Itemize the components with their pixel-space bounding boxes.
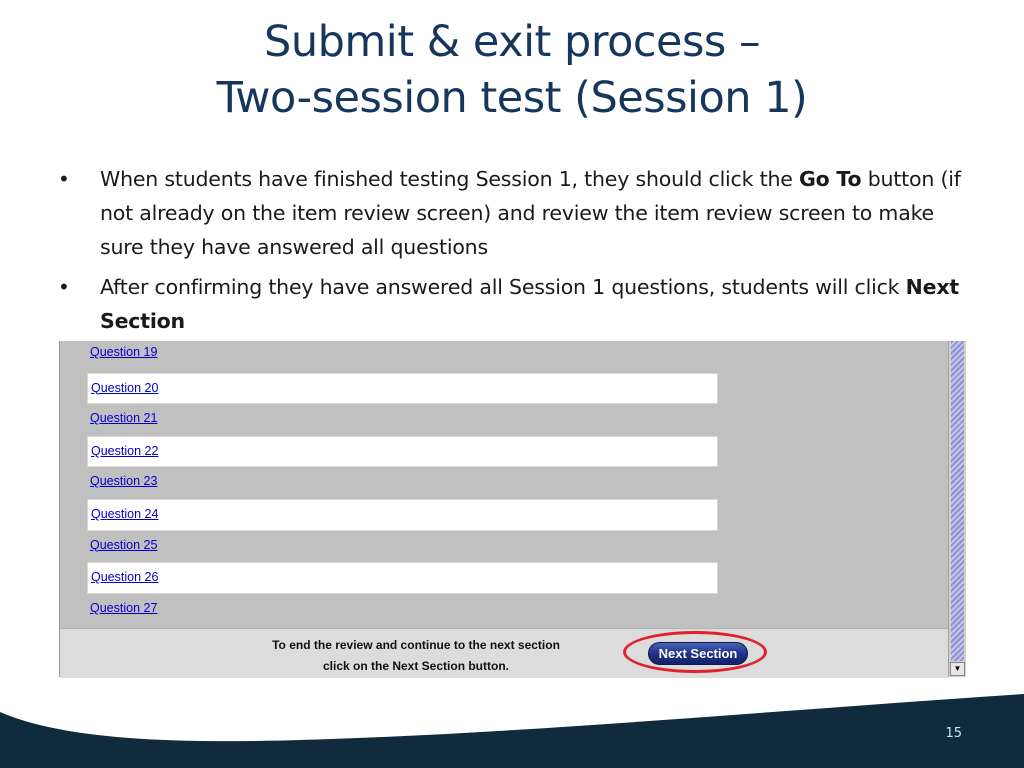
- list-item: [87, 531, 719, 563]
- bullet-1-bold-go-to: Go To: [798, 167, 862, 191]
- bullet-marker: •: [58, 275, 70, 299]
- list-item: [87, 436, 718, 468]
- bullet-2-bold-next-section: Next Section: [100, 275, 959, 333]
- next-section-button[interactable]: Next Section: [648, 642, 748, 665]
- question-link[interactable]: Question 25: [90, 537, 158, 552]
- instruction-line-1: To end the review and continue to the next section: [272, 638, 560, 652]
- question-link[interactable]: Question 26: [91, 570, 159, 585]
- list-item: [87, 341, 719, 373]
- question-link[interactable]: Question 19: [90, 345, 158, 359]
- list-item: [87, 594, 719, 626]
- bullet-1-text-before: When students have finished testing Session 1, they should click the: [100, 167, 799, 191]
- question-link[interactable]: Question 22: [91, 443, 159, 458]
- bullet-2-text-before: After confirming they have answered all Session 1 questions, students will click: [100, 275, 906, 299]
- title-line-1: Submit & exit process –: [264, 17, 760, 67]
- question-link[interactable]: Question 20: [91, 380, 159, 395]
- footer-wave-shape: [0, 694, 1024, 768]
- question-link[interactable]: Question 23: [90, 474, 158, 489]
- footer-wave: [0, 690, 1024, 768]
- scrollbar-thumb[interactable]: [951, 341, 964, 661]
- list-item: [87, 562, 718, 594]
- vertical-scrollbar[interactable]: [948, 341, 966, 677]
- list-item: [87, 373, 718, 405]
- bullet-marker: •: [58, 167, 70, 191]
- bullet-1-text-after: button (if not already on the item review screen) and review the item review screen to make sure they have answered all questions: [100, 167, 961, 259]
- question-link[interactable]: Question 27: [90, 600, 158, 615]
- review-footer-bar: [60, 628, 948, 678]
- bullet-item-2: [58, 270, 968, 338]
- slide-title: [0, 14, 1024, 126]
- highlight-circle: [623, 631, 767, 673]
- question-link[interactable]: Question 21: [90, 411, 158, 426]
- bullet-item-1: [58, 162, 968, 264]
- item-review-screenshot: [59, 341, 966, 677]
- list-item: [87, 467, 719, 499]
- scroll-down-arrow-icon[interactable]: ▼: [950, 662, 965, 676]
- bullet-list: [58, 162, 968, 344]
- list-item: [87, 404, 719, 436]
- list-item: [87, 499, 718, 531]
- title-line-2: Two-session test (Session 1): [216, 73, 808, 123]
- question-list: [87, 341, 719, 625]
- review-instructions: [256, 635, 576, 677]
- page-number: 15: [945, 726, 962, 741]
- instruction-line-2: click on the Next Section button.: [322, 659, 510, 673]
- question-link[interactable]: Question 24: [91, 506, 159, 521]
